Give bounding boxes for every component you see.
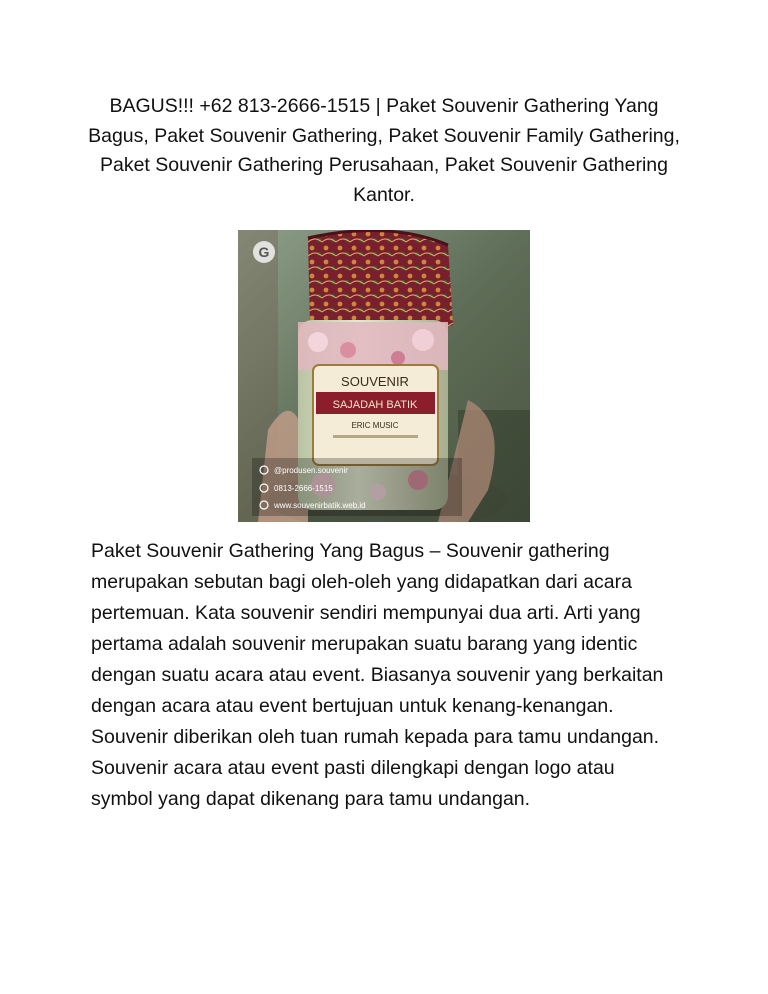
souvenir-jar-image bbox=[238, 230, 530, 522]
body-paragraph: Paket Souvenir Gathering Yang Bagus – Souvenir gathering merupakan sebutan bagi oleh-oleh yang didapatkan dari acara pertemuan. Kata souvenir sendiri mempunyai dua arti. Arti yang pertama adalah souvenir merupakan suatu barang yang identic dengan suatu acara atau event. Biasanya souvenir yang berkaitan dengan acara atau event bertujuan untuk kenang-kenangan. Souvenir diberikan oleh tuan rumah kepada para tamu undangan. Souvenir acara atau event pasti dilengkapi dengan logo atau symbol yang dapat dikenang para tamu undangan. bbox=[91, 540, 664, 810]
watermark-line-1: @produsen.souvenir bbox=[274, 466, 348, 475]
watermark-line-3: www.souvenirbatik.web.id bbox=[274, 501, 366, 510]
product-photo bbox=[238, 230, 530, 522]
logo-letter: G bbox=[258, 244, 270, 260]
label-line-2: SAJADAH BATIK bbox=[332, 399, 418, 411]
document-title: BAGUS!!! +62 813-2666-1515 | Paket Souvenir Gathering Yang Bagus, Paket Souvenir Gathering, Paket Souvenir Family Gathering, Paket Souvenir Gathering Perusahaan, Paket Souvenir Gathering Kantor. bbox=[88, 95, 680, 206]
label-line-1: SOUVENIR bbox=[341, 374, 409, 389]
label-line-3: ERIC MUSIC bbox=[351, 421, 399, 430]
watermark-line-2: 0813-2666-1515 bbox=[274, 484, 333, 493]
